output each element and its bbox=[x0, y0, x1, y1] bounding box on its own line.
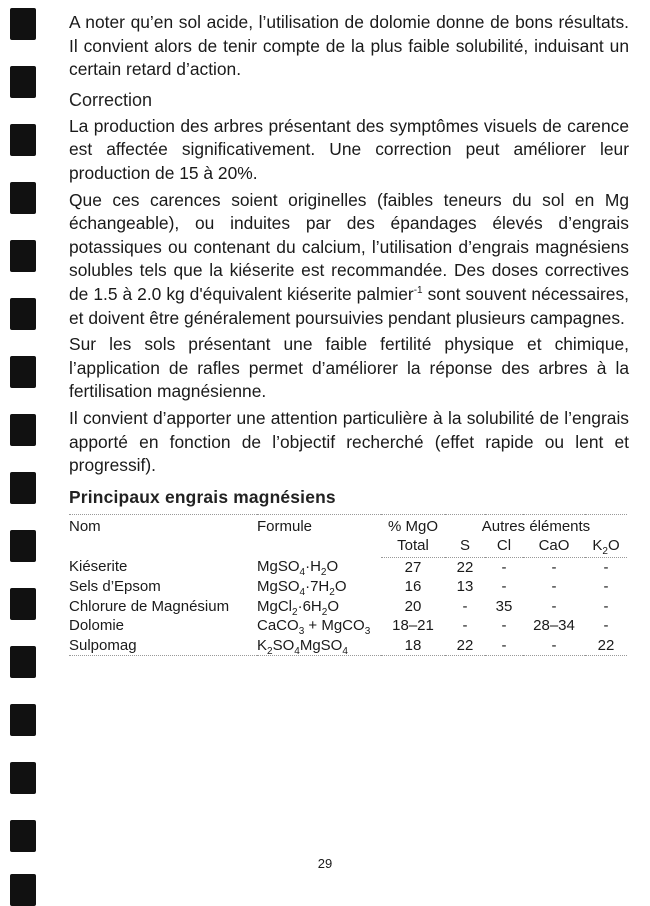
formula-subscript: 4 bbox=[342, 645, 348, 657]
page-number: 29 bbox=[317, 856, 333, 871]
cell-k2o: - bbox=[603, 558, 609, 576]
binder-hole bbox=[10, 298, 36, 330]
cell-total: 27 bbox=[404, 558, 422, 576]
formula-subscript: 2 bbox=[320, 567, 327, 579]
correction-paragraph-3: Sur les sols présentant une faible fertilité physique et chimique, l’application de rafles permet d’améliorer la réponse des arbres à la fertilisation magnésienne. bbox=[69, 334, 629, 402]
cell-k2o: - bbox=[603, 617, 609, 635]
formula-subscript: 2 bbox=[329, 587, 335, 599]
binder-hole bbox=[10, 530, 36, 562]
cell-s: - bbox=[462, 617, 468, 635]
cell-nom: Sels d’Epsom bbox=[69, 578, 161, 596]
binder-hole bbox=[10, 588, 36, 620]
cell-nom: Sulpomag bbox=[69, 636, 257, 656]
formula-part: MgCl bbox=[257, 597, 293, 615]
table-header-row bbox=[69, 514, 627, 536]
binder-hole bbox=[10, 472, 36, 504]
cell-formule bbox=[257, 597, 381, 617]
cell-cl: - bbox=[501, 558, 507, 576]
cell-total: 20 bbox=[404, 597, 422, 615]
table-row bbox=[69, 577, 627, 597]
binder-hole bbox=[10, 182, 36, 214]
binder-hole bbox=[10, 762, 36, 794]
column-header-autres: Autres éléments bbox=[445, 514, 627, 536]
correction-paragraph-2-tail: sont souvent nécessaires, et doivent être généralement poursuivies pendant plusieurs campagnes. bbox=[69, 283, 629, 328]
cell-formule bbox=[257, 636, 381, 656]
binder-hole bbox=[10, 874, 36, 906]
binder-hole bbox=[10, 646, 36, 678]
column-header-cao: CaO bbox=[523, 536, 585, 558]
formula-subscript: 3 bbox=[298, 626, 305, 638]
binder-hole bbox=[10, 66, 36, 98]
column-header-nom: Nom bbox=[69, 514, 257, 557]
k2o-o: O bbox=[607, 536, 620, 554]
cell-k2o: 22 bbox=[585, 636, 627, 656]
cell-total: 18 bbox=[381, 636, 445, 656]
formula-part: ·6H bbox=[297, 597, 322, 615]
cell-formule bbox=[257, 557, 381, 577]
formula-part: MgSO bbox=[257, 558, 300, 576]
column-header-total: Total bbox=[381, 536, 445, 558]
cell-cao: - bbox=[523, 636, 585, 656]
cell-nom: Kiéserite bbox=[69, 558, 128, 576]
cell-cl: - bbox=[485, 636, 523, 656]
formula-subscript: 4 bbox=[294, 645, 300, 657]
formula-part: O bbox=[327, 597, 339, 615]
formula-part: CaCO bbox=[257, 617, 299, 635]
cell-cao: - bbox=[551, 578, 557, 596]
formula-subscript: 2 bbox=[292, 606, 298, 618]
k2o-subscript: 2 bbox=[602, 545, 608, 557]
binder-hole bbox=[10, 8, 36, 40]
cell-s: - bbox=[462, 597, 468, 615]
correction-paragraph-1: La production des arbres présentant des symptômes visuels de carence est affectée significativement. Une correction peut améliorer leur production de 15 à 20%. bbox=[69, 115, 629, 183]
page-content bbox=[69, 11, 629, 656]
cell-formule bbox=[257, 577, 381, 597]
correction-paragraph-4: Il convient d’apporter une attention particulière à la solubilité de l’engrais apporté en fonction de l’objectif recherché (effet rapide ou lent et progressif). bbox=[69, 407, 629, 476]
cell-total: 16 bbox=[404, 578, 422, 596]
table-title: Principaux engrais magnésiens bbox=[69, 486, 336, 507]
cell-k2o: - bbox=[603, 578, 609, 596]
column-header-cl: Cl bbox=[485, 536, 523, 558]
column-header-mgo: % MgO bbox=[381, 514, 445, 536]
formula-part: SO bbox=[272, 636, 295, 654]
cell-cao: 28–34 bbox=[533, 617, 575, 635]
formula-part: ·H bbox=[305, 558, 321, 576]
cell-total: 18–21 bbox=[392, 617, 434, 635]
formula-part: O bbox=[334, 578, 347, 596]
column-header-formule: Formule bbox=[257, 514, 381, 557]
binder-hole bbox=[10, 820, 36, 852]
table-row bbox=[69, 557, 627, 577]
table-row bbox=[69, 616, 627, 636]
binder-hole bbox=[10, 240, 36, 272]
column-header-s: S bbox=[445, 536, 485, 558]
fertilizer-table bbox=[69, 514, 627, 657]
table-body bbox=[69, 557, 627, 656]
formula-part: ·7H bbox=[305, 578, 330, 596]
column-header-k2o bbox=[585, 536, 627, 558]
formula-subscript: 2 bbox=[267, 645, 273, 657]
intro-paragraph: A noter qu’en sol acide, l’utilisation de dolomie donne de bons résultats. Il convient alors de tenir compte de la plus faible solubilité, induisant un certain retard d’action. bbox=[69, 12, 629, 80]
table-row bbox=[69, 636, 627, 656]
k2o-k: K bbox=[592, 536, 603, 554]
formula-subscript: 3 bbox=[364, 626, 371, 638]
cell-k2o: - bbox=[603, 597, 609, 615]
cell-formule bbox=[257, 616, 381, 636]
formula-part: K bbox=[257, 636, 268, 654]
correction-paragraph-2 bbox=[69, 189, 629, 331]
cell-s: 13 bbox=[456, 578, 474, 596]
cell-cl: 35 bbox=[495, 597, 513, 615]
formula-part: MgSO bbox=[257, 578, 300, 596]
formula-part: MgSO bbox=[299, 636, 343, 654]
binder-hole bbox=[10, 356, 36, 388]
table-row bbox=[69, 597, 627, 617]
formula-part: O bbox=[326, 558, 339, 576]
cell-cl: - bbox=[501, 578, 507, 596]
cell-s: 22 bbox=[445, 636, 485, 656]
formula-part: + MgCO bbox=[304, 617, 365, 635]
cell-cl: - bbox=[501, 617, 507, 635]
correction-paragraph-2-text: Que ces carences soient originelles (faibles teneurs du sol en Mg échangeable), ou induites par des épandages élevés d’engrais potassiques ou contenant du calcium, l’utilisation d’engrais magnésiens solubles tels que la kiéserite est recommandée. Des doses correctives de 1.5 à 2.0 kg d'équivalent kiéserite palmier bbox=[69, 189, 629, 304]
formula-subscript: 4 bbox=[299, 587, 306, 599]
binder-hole bbox=[10, 124, 36, 156]
correction-heading: Correction bbox=[69, 89, 153, 110]
formula-subscript: 2 bbox=[321, 606, 328, 618]
cell-cao: - bbox=[551, 558, 557, 576]
formula-subscript: 4 bbox=[299, 567, 306, 579]
cell-nom: Dolomie bbox=[69, 617, 125, 635]
binder-hole bbox=[10, 704, 36, 736]
cell-cao: - bbox=[551, 597, 557, 615]
superscript-unit: -1 bbox=[413, 285, 423, 297]
cell-nom: Chlorure de Magnésium bbox=[69, 597, 230, 615]
binder-hole bbox=[10, 414, 36, 446]
cell-s: 22 bbox=[456, 558, 474, 576]
